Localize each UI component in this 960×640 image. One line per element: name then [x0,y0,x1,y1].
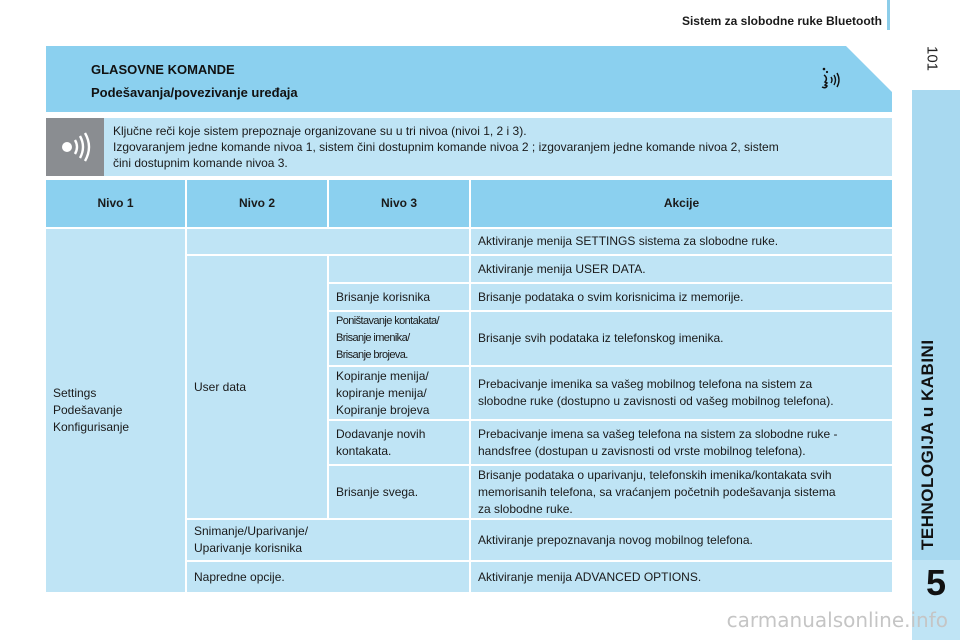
info-text [113,123,885,171]
level2-line: Snimanje/Uparivanje/ [194,524,309,538]
action-line: Brisanje podataka o uparivanju, telefonskih imenika/kontakata svih [478,467,832,482]
level3-line: kopiranje menija/ [336,385,427,400]
action-pairing: Aktiviranje prepoznavanja novog mobilnog telefona. [471,520,892,560]
level2-pairing [187,520,469,560]
chapter-title [918,339,954,551]
section-title: GLASOVNE KOMANDE [91,62,235,77]
action-reset-contacts: Brisanje svih podataka iz telefonskog imenika. [471,312,892,365]
info-line: čini dostupnim komande nivoa 3. [113,156,288,170]
level3-line: Kopiranje menija/ [336,368,429,383]
action-add-contacts [471,421,892,464]
voice-command-icon [818,66,846,92]
level3-line: Dodavanje novih [336,426,426,441]
action-advanced: Aktiviranje menija ADVANCED OPTIONS. [471,562,892,592]
level3-copy-menu [329,367,469,419]
voice-commands-table [46,180,892,592]
action-copy-menu [471,367,892,419]
section-banner [46,46,892,112]
level2-user-data: User data [187,256,327,518]
speaker-voice-icon [58,131,92,163]
action-line: handsfree (dostupan u zavisnosti od vrste mobilnog telefona). [478,443,806,458]
header-rule [887,0,890,30]
settings-empty-cell [187,229,469,254]
user-data-action: Aktiviranje menija USER DATA. [471,256,892,282]
level3-reset-contacts [329,312,469,365]
level1-label: Konfigurisanje [53,420,130,434]
level1-label: Podešavanje [53,403,123,417]
header-akcije: Akcije [471,180,892,227]
section-subtitle: Podešavanja/povezivanje uređaja [91,85,298,100]
level3-line: Brisanje brojeva. [336,349,408,361]
action-line: slobodne ruke (dostupno u zavisnosti od vašeg mobilnog telefona). [478,394,834,408]
level3-delete-all: Brisanje svega. [329,466,469,518]
level1-settings-cell [46,229,185,592]
header-nivo-3: Nivo 3 [329,180,469,227]
header-nivo-1: Nivo 1 [46,180,185,227]
action-line: za slobodne ruke. [478,501,573,516]
user-data-empty-cell [329,256,469,282]
level3-line: Kopiranje brojeva [336,402,430,417]
level3-line: kontakata. [336,443,392,458]
action-line: Prebacivanje imena sa vašeg telefona na sistem za slobodne ruke - [478,426,838,441]
page-number: 101 [923,45,941,72]
header-nivo-2: Nivo 2 [187,180,327,227]
level3-add-contacts [329,421,469,464]
settings-action: Aktiviranje menija SETTINGS sistema za slobodne ruke. [471,229,892,254]
info-line: Izgovaranjem jedne komande nivoa 1, sistem čini dostupnim komande nivoa 2 ; izgovaranjem jedne komande nivoa 2, sistem [113,140,779,154]
level2-line: Uparivanje korisnika [194,541,303,555]
level3-delete-user: Brisanje korisnika [329,284,469,310]
level3-line: Brisanje imenika/ [336,332,410,344]
action-line: memorisanih telefona, sa vraćanjem početnih podešavanja sistema [478,484,836,499]
action-line: Prebacivanje imenika sa vašeg mobilnog telefona na sistem za [478,377,813,391]
action-delete-user: Brisanje podataka o svim korisnicima iz memorije. [471,284,892,310]
action-delete-all [471,466,892,518]
level2-advanced: Napredne opcije. [187,562,469,592]
level3-line: Poništavanje kontakata/ [336,315,440,327]
info-icon-box [46,118,104,176]
info-line: Ključne reči koje sistem prepoznaje organizovane su u tri nivoa (nivoi 1, 2 i 3). [113,124,527,138]
watermark: carmanualsonline.info [726,608,948,632]
chapter-title-text: TEHNOLOGIJA u KABINI [918,339,937,550]
page-header-title: Sistem za slobodne ruke Bluetooth [681,14,882,28]
chapter-number: 5 [925,562,947,603]
level1-label: Settings [53,386,97,400]
